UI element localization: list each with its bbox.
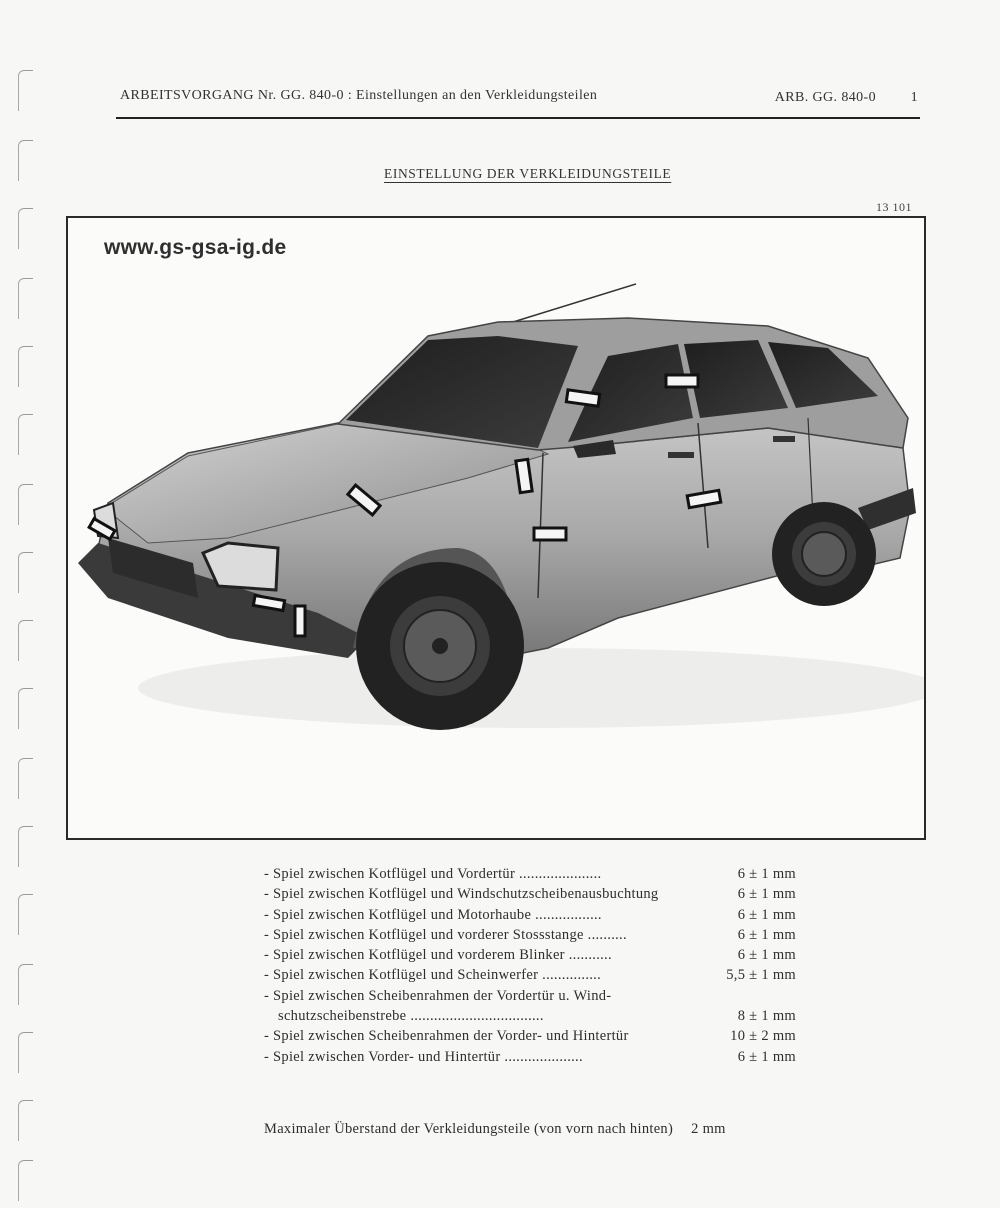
spec-value: 6 ± 1 mm [737, 866, 796, 882]
spec-row [264, 1028, 804, 1048]
section-title: EINSTELLUNG DER VERKLEIDUNGSTEILE [384, 166, 672, 181]
car-photo [68, 218, 924, 838]
spec-text: - Spiel zwischen Kotflügel und vorderem Blinker ........... [264, 947, 612, 964]
binder-hole [18, 894, 33, 935]
max-overhang-value: 2 mm [691, 1121, 726, 1137]
spec-list [264, 866, 804, 1069]
max-overhang-line [264, 1121, 726, 1138]
binder-hole [18, 688, 33, 729]
page-number: 1 [910, 90, 918, 105]
car-photo-frame [66, 216, 926, 840]
spec-value: 6 ± 1 mm [737, 926, 796, 943]
spec-text: - Spiel zwischen Kotflügel und Scheinwerfer ............... [264, 967, 602, 984]
binder-hole [18, 70, 33, 111]
spec-value: 10 ± 2 mm [730, 1028, 796, 1045]
spec-row [264, 1008, 804, 1028]
binder-hole [18, 1100, 33, 1141]
spec-value: 6 ± 1 mm [737, 906, 796, 923]
binder-hole [18, 620, 33, 661]
spec-row [264, 947, 804, 967]
spec-value: 8 ± 1 mm [737, 1008, 796, 1025]
header-divider [116, 117, 920, 119]
header-title: ARBEITSVORGANG Nr. GG. 840-0 : Einstellungen an den Verkleidungsteilen [120, 88, 598, 103]
spec-value: 6 ± 1 mm [737, 947, 796, 964]
spec-row [264, 886, 804, 906]
binder-hole [18, 414, 33, 455]
spec-value: 6 ± 1 mm [737, 1048, 796, 1065]
spec-text: - Spiel zwischen Vorder- und Hintertür .................... [264, 1048, 583, 1065]
spec-value: 5,5 ± 1 mm [726, 967, 796, 984]
binder-hole [18, 484, 33, 525]
binder-hole [18, 826, 33, 867]
spec-text: - Spiel zwischen Kotflügel und Motorhaube ................. [264, 906, 602, 923]
spec-text: - Spiel zwischen Scheibenrahmen der Vordertür u. Wind- [264, 987, 612, 1004]
spec-value: 6 ± 1 mm [737, 886, 796, 903]
spec-row [264, 907, 804, 927]
spec-text: - Spiel zwischen Kotflügel und Vordertür ..................... [264, 866, 602, 882]
binder-hole [18, 758, 33, 799]
binder-hole [18, 278, 33, 319]
binder-hole [18, 208, 33, 249]
figure-number: 13 101 [876, 200, 912, 214]
spec-row [264, 866, 804, 886]
spec-row [264, 967, 804, 987]
binder-hole [18, 346, 33, 387]
binder-hole [18, 1032, 33, 1073]
binder-hole [18, 1160, 33, 1201]
binder-hole [18, 140, 33, 181]
max-overhang-text: Maximaler Überstand der Verkleidungsteile (von vorn nach hinten) [264, 1121, 674, 1137]
spec-row [264, 1049, 804, 1069]
spec-row [264, 988, 804, 1008]
spec-text: schutzscheibenstrebe .................................. [278, 1008, 544, 1025]
binder-hole [18, 552, 33, 593]
spec-row [264, 927, 804, 947]
page-header [118, 84, 920, 118]
binder-margin [14, 60, 36, 1200]
spec-text: - Spiel zwischen Scheibenrahmen der Vorder- und Hintertür [264, 1028, 629, 1045]
spec-text: - Spiel zwischen Kotflügel und vorderer Stossstange .......... [264, 926, 627, 943]
header-reference: ARB. GG. 840-0 [774, 90, 876, 105]
binder-hole [18, 964, 33, 1005]
spec-text: - Spiel zwischen Kotflügel und Windschutzscheibenausbuchtung [264, 886, 659, 903]
watermark-url: www.gs-gsa-ig.de [104, 236, 287, 259]
